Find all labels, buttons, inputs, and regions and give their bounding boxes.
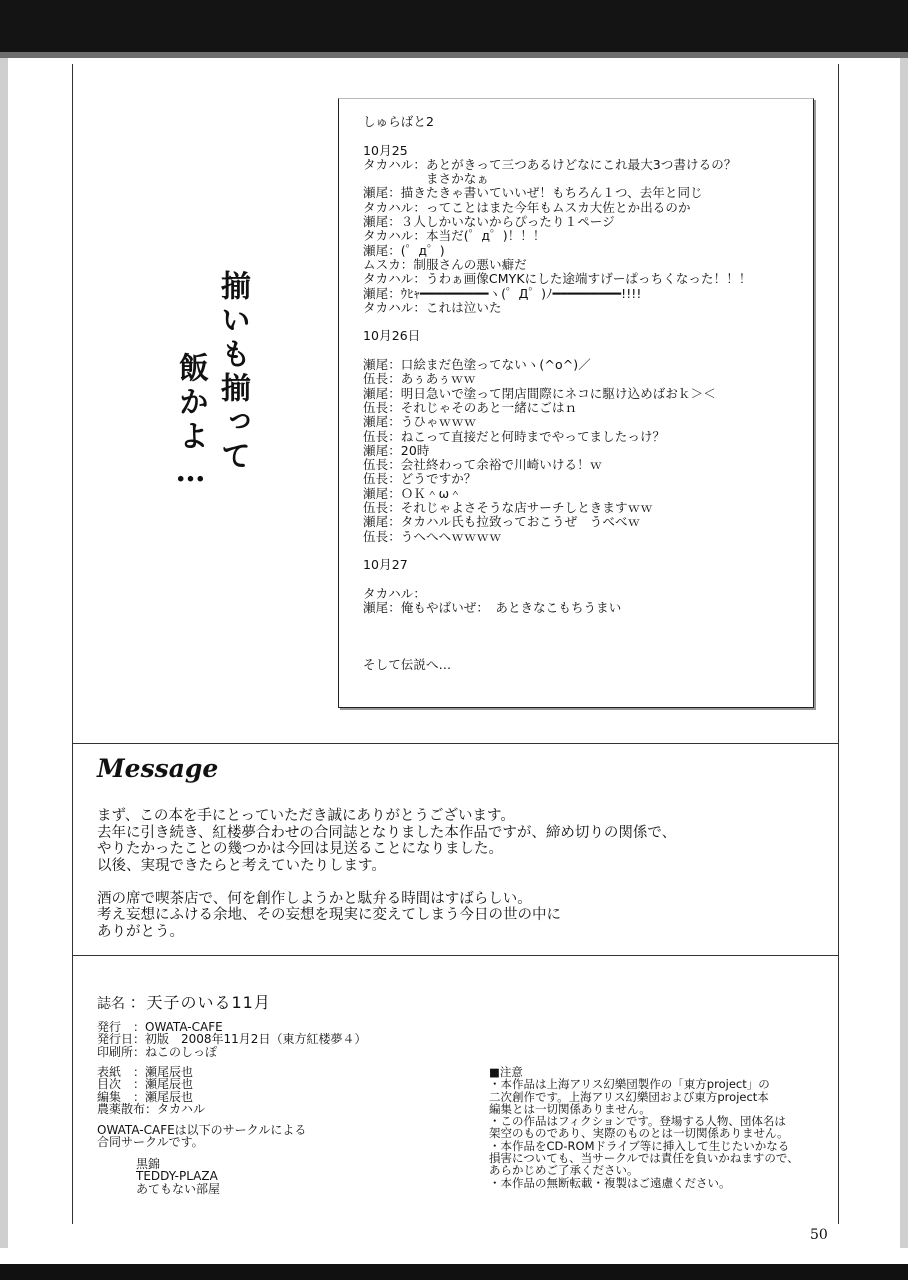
message-line: 以後、実現できたらと考えていたりします。 xyxy=(97,857,386,874)
notice-line: ・本作品をCD-ROMドライブ等に挿入して生じたいかなる xyxy=(489,1138,790,1153)
notice-line: 編集とは一切関係ありません。 xyxy=(489,1101,651,1116)
member-line: TEDDY-PLAZA xyxy=(136,1169,218,1184)
member-line: 黒錦 xyxy=(136,1157,161,1171)
chat-line: 伍長：会社終わって余裕で川崎いける！ｗ xyxy=(363,457,603,473)
notice-line: 損害についても、当サークルでは責任を負いかねますので、 xyxy=(489,1151,799,1166)
message-line: やりたかったことの幾つかは今回は見送ることになりました。 xyxy=(97,841,503,857)
message-line: ありがとう。 xyxy=(97,923,184,940)
chat-line: 瀬尾：明日急いで塗って閉店間際にネコに駆け込めばおｋ＞＜ xyxy=(363,385,716,401)
chat-log-lines xyxy=(363,115,811,673)
chat-line: 瀬尾：俺もやばいぜ： あときなこもちうまい xyxy=(363,600,622,616)
notice-section xyxy=(489,1066,819,1189)
chat-line: タカハル：あとがきって三つあるけどなにこれ最大3つ書けるの？ xyxy=(363,156,737,172)
publish-line: 発行 ：OWATA-CAFE xyxy=(97,1020,223,1034)
message-line: 考え妄想にふける余地、その妄想を現実に変えてしまう今日の世の中に xyxy=(97,907,561,923)
publish-line: 印刷所：ねこのしっぽ xyxy=(97,1044,218,1059)
left-margin-shade xyxy=(0,58,8,1248)
chat-line: 瀬尾：３人しかいないからぴったり１ページ xyxy=(363,214,615,230)
chat-line: 10月25 xyxy=(363,142,408,158)
publish-info xyxy=(97,1021,366,1058)
chat-line: タカハル：うわぁ画像CMYKにした途端すげーぱっちくなった！！！ xyxy=(363,271,752,287)
chat-line xyxy=(363,630,811,644)
chat-line: 伍長：それじゃそのあと一緒にごはｎ xyxy=(363,399,578,415)
message-body xyxy=(97,808,817,940)
chat-line xyxy=(363,573,811,587)
notice-line: ・この作品はフィクションです。登場する人物、団体名は xyxy=(489,1114,786,1129)
notice-line: ・本作品は上海アリス幻樂団製作の「東方project」の xyxy=(489,1077,770,1092)
chat-line: 10月27 xyxy=(363,557,408,573)
notice-line: あらかじめご了承ください。 xyxy=(489,1163,639,1178)
credit-line: 農薬散布：タカハル xyxy=(97,1102,206,1117)
chat-line: 伍長：うへへへｗｗｗｗ xyxy=(363,528,502,544)
chat-line xyxy=(363,615,811,629)
credit-line: 目次 ：瀬尾辰也 xyxy=(97,1077,194,1092)
chat-line: 瀬尾：ＯＫ＾ω＾ xyxy=(363,485,462,501)
chat-line: 10月26日 xyxy=(363,328,421,344)
notice-line: 架空のものであり、実際のものとは一切関係ありません。 xyxy=(489,1126,789,1141)
notice-line: ■注意 xyxy=(489,1065,523,1079)
section-divider-bottom xyxy=(72,955,838,956)
circle-line: 合同サークルです。 xyxy=(97,1135,204,1150)
credit-line: 編集 ：瀬尾辰也 xyxy=(97,1089,194,1104)
vertical-caption-line-2: 飯かよ… xyxy=(173,352,208,493)
publish-line: 発行日：初版 2008年11月2日（東方紅楼夢４） xyxy=(97,1032,367,1047)
book-title-label: 誌名 xyxy=(97,996,125,1012)
chat-line: まさかなぁ xyxy=(363,171,490,187)
member-line: あてもない部屋 xyxy=(136,1181,221,1196)
circle-description xyxy=(97,1124,306,1149)
chat-line: 瀬尾：口絵まだ色塗ってないヽ(^o^)／ xyxy=(363,357,591,373)
message-heading: Message xyxy=(97,754,219,783)
vertical-caption-line-1: 揃いも揃って xyxy=(215,270,250,474)
book-title-value: ：天子のいる11月 xyxy=(129,993,271,1012)
chat-line: タカハル：ってことはまた今年もムスカ大佐とか出るのか xyxy=(363,199,691,215)
top-border-bar xyxy=(0,0,908,52)
page-number: 50 xyxy=(810,1227,828,1243)
credit-line: 表紙 ：瀬尾辰也 xyxy=(97,1065,194,1079)
member-circles xyxy=(136,1158,220,1195)
chat-line xyxy=(363,315,811,329)
chat-line: 瀬尾：ｳﾋｬ━━━━━━━━━ヽ(゜Д゜)ﾉ━━━━━━━━━!!!! xyxy=(363,285,642,301)
chat-line: そして伝説へ… xyxy=(363,657,452,673)
chat-line: ムスカ：制服さんの悪い癖だ xyxy=(363,256,527,272)
circle-line: OWATA-CAFEは以下のサークルによる xyxy=(97,1123,307,1137)
staff-credits xyxy=(97,1066,205,1116)
chat-line: 瀬尾：うひゃｗｗｗ xyxy=(363,414,477,430)
bottom-border-bar xyxy=(0,1264,908,1280)
book-title-row xyxy=(97,990,271,1013)
chat-line xyxy=(363,644,811,658)
notice-line: ・本作品の無断転載・複製はご遠慮ください。 xyxy=(489,1175,731,1190)
chat-line: 伍長：それじゃよさそうな店サーチしときますｗｗ xyxy=(363,500,653,516)
chat-line: 瀬尾：(゜д゜) xyxy=(363,242,445,258)
chat-line: 瀬尾：20時 xyxy=(363,442,430,458)
right-margin-shade xyxy=(900,58,908,1248)
top-border-stripe xyxy=(0,52,908,58)
chat-line: 伍長：あぅあぅｗｗ xyxy=(363,371,476,387)
section-divider-top xyxy=(72,743,838,744)
message-line: 去年に引き続き、紅楼夢合わせの合同誌となりました本作品ですが、締め切りの関係で、 xyxy=(97,824,677,841)
chat-line xyxy=(363,344,811,358)
chat-line: タカハル：これは泣いた xyxy=(363,299,502,315)
chat-line: 伍長：ねこって直接だと何時までやってましたっけ？ xyxy=(363,428,666,444)
chat-line: タカハル： xyxy=(363,585,427,601)
message-line: まず、この本を手にとっていただき誠にありがとうございます。 xyxy=(97,808,515,824)
message-line: 酒の席で喫茶店で、何を創作しようかと駄弁る時間はすばらしい。 xyxy=(97,890,532,907)
chat-line xyxy=(363,129,811,143)
chat-line: しゅらばと2 xyxy=(363,114,435,129)
chat-line: 瀬尾：描きたきゃ書いていいぜ！もちろん１つ、去年と同じ xyxy=(363,185,703,201)
chat-log-box xyxy=(338,98,814,708)
message-line xyxy=(97,874,817,891)
chat-line xyxy=(363,544,811,558)
chat-line: 瀬尾：タカハル氏も拉致っておこうぜ うべべｗ xyxy=(363,514,641,530)
chat-line: タカハル：本当だ(゜д゜)！！！ xyxy=(363,228,546,244)
chat-line: 伍長：どうですか？ xyxy=(363,471,477,487)
notice-line: 二次創作です。上海アリス幻樂団および東方project本 xyxy=(489,1089,769,1104)
